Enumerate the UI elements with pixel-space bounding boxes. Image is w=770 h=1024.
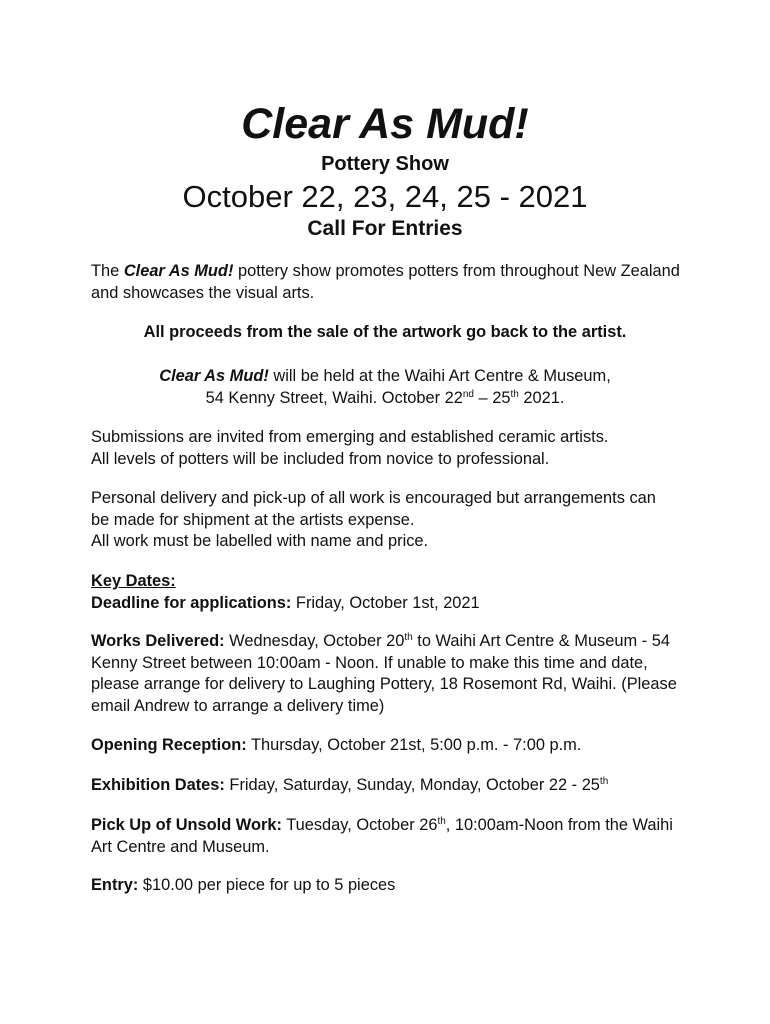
venue-line-2c: 2021. [518,388,565,407]
exhibition-dates-paragraph [91,775,691,797]
exhibition-dates-value: Friday, Saturday, Sunday, Monday, October 22 - 25 [224,776,600,794]
submissions-paragraph [91,427,691,470]
key-dates-heading: Key Dates: [91,572,176,590]
opening-reception-label: Opening Reception: [91,736,247,754]
document-title: Clear As Mud! [241,100,529,148]
venue-sup-2: th [510,388,519,400]
exhibition-dates-sup: th [599,776,609,787]
show-name-inline: Clear As Mud! [123,262,234,280]
venue-line-1: will be held at the Waihi Art Centre & Museum, [268,367,611,385]
intro-rest: pottery show promotes potters from throughout New Zealand and showcases the visual arts. [91,262,680,302]
submissions-line-1: Submissions are invited from emerging and established ceramic artists. [91,428,609,446]
deadline-label: Deadline for applications: [91,593,292,612]
call-for-entries-heading: Call For Entries [307,217,463,240]
key-dates-block [91,571,691,614]
document-subtitle: Pottery Show [321,153,449,175]
works-delivered-paragraph [91,631,689,717]
venue-line-2a: 54 Kenny Street, Waihi. October 22 [205,388,463,407]
pickup-sup: th [437,816,446,827]
works-delivered-a: Wednesday, October 20 [224,632,405,650]
proceeds-text: All proceeds from the sale of the artwork go back to the artist. [143,323,627,341]
venue-paragraph [60,366,710,409]
entry-fee-label: Entry: [91,876,139,894]
exhibition-dates-label: Exhibition Dates: [91,776,225,794]
venue-sup-1: nd [462,388,474,400]
intro-prefix: The [91,262,124,280]
works-delivered-b: to Waihi Art Centre & Museum - 54 Kenny Street between 10:00am - Noon. If unable to make this time and date, please arrange for delivery to Laughing Pottery, 18 Rosemont Rd, Waihi. (Please email Andrew to arrange a delivery time) [91,632,677,715]
delivery-text-1: Personal delivery and pick-up of all work is encouraged but arrangements can be made for shipment at the artists expense. [91,489,656,529]
deadline-value: Friday, October 1st, 2021 [291,593,480,612]
opening-reception-paragraph [91,735,691,757]
pickup-a: Tuesday, October 26 [281,816,438,834]
pickup-label: Pick Up of Unsold Work: [91,816,282,834]
delivery-text-2: All work must be labelled with name and price. [91,532,429,550]
entry-fee-paragraph [91,875,691,897]
venue-line-2b: – 25 [473,388,511,407]
pickup-paragraph [91,815,689,858]
submissions-line-2: All levels of potters will be included from novice to professional. [91,449,550,468]
event-dates-heading: October 22, 23, 24, 25 - 2021 [182,179,588,214]
works-delivered-sup: th [404,632,413,643]
opening-reception-value: Thursday, October 21st, 5:00 p.m. - 7:00 p.m. [246,736,582,754]
proceeds-statement [60,322,710,344]
delivery-paragraph [91,488,676,553]
venue-show-name: Clear As Mud! [159,367,269,385]
entry-fee-value: $10.00 per piece for up to 5 pieces [138,876,396,894]
works-delivered-label: Works Delivered: [91,632,225,650]
intro-paragraph [91,261,691,304]
pickup-b: , 10:00am-Noon from the Waihi Art Centre and Museum. [91,816,673,856]
